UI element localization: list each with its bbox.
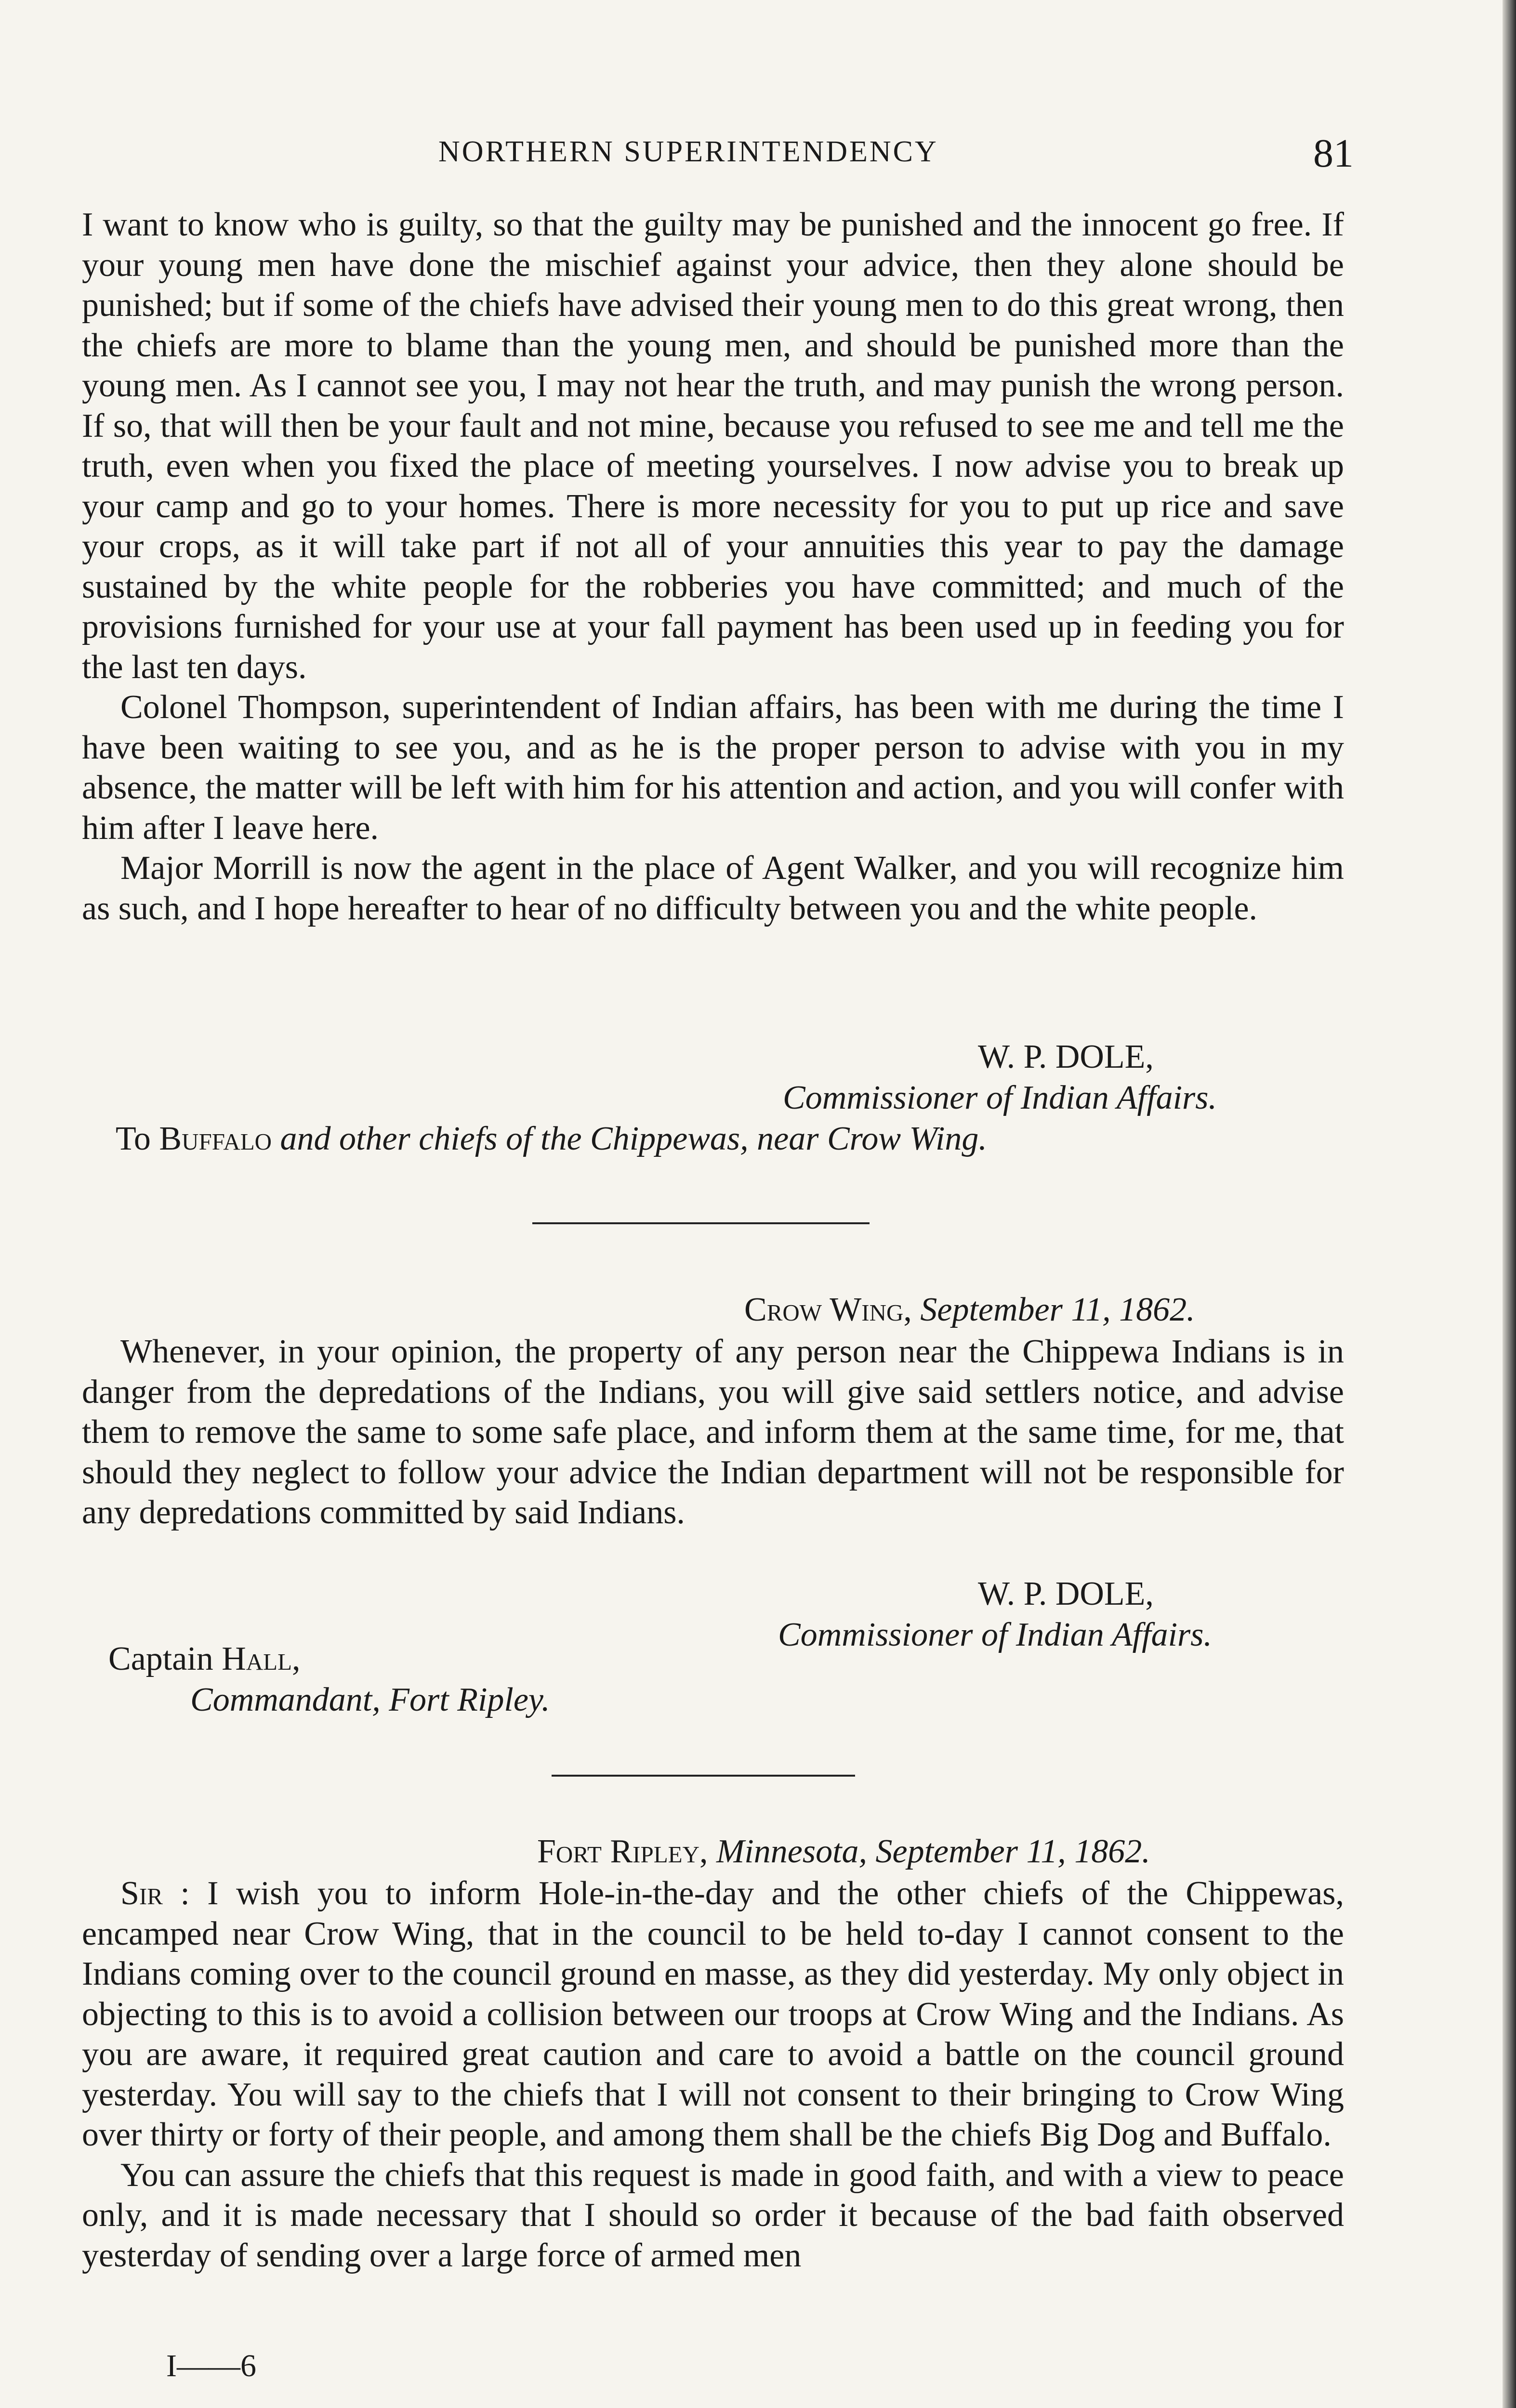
letter-3-body xyxy=(82,1873,1344,2276)
signature-mark: I——6 xyxy=(166,2348,256,2383)
dateline-place: Crow Wing, xyxy=(744,1291,912,1328)
letter-2-signature-name: W. P. DOLE, xyxy=(978,1575,1154,1612)
letter-1-signature-name: W. P. DOLE, xyxy=(978,1038,1154,1075)
page-header xyxy=(82,130,1354,183)
letter-3-dateline xyxy=(537,1832,1150,1871)
page-number: 81 xyxy=(1313,131,1354,176)
addressee-rest: and other chiefs of the Chippewas, near Crow Wing. xyxy=(280,1120,987,1157)
addressee-rank: Captain xyxy=(108,1640,213,1677)
letter-1-signature-title: Commissioner of Indian Affairs. xyxy=(783,1079,1217,1116)
section-divider-2 xyxy=(552,1775,855,1777)
section-divider-1 xyxy=(532,1222,870,1224)
letter-2-body xyxy=(82,1332,1344,1533)
letter-2-signature-title: Commissioner of Indian Affairs. xyxy=(778,1616,1213,1653)
letter-3-paragraph-1-text: I wish you to inform Hole-in-the-day and the other chiefs of the Chippewas, encamped near Crow Wing, that in the council to be held to-day I cannot consent to the Indians coming over to the council ground en masse, as they did yesterday. My only object in objecting to this is to avoid a collision between our troops at Crow Wing and the Indians. As you are aware, it required great caution and care to avoid a battle on the council ground yesterday. You will say to the chiefs that I will not consent to their bringing to Crow Wing over thirty or forty of their people, and among them shall be the chiefs Big Dog and Buffalo. xyxy=(82,1875,1344,2153)
letter-3-paragraph-2: You can assure the chiefs that this request is made in good faith, and with a view to peace only, and it is made necessary that I should so order it because of the bad faith observed yesterday of sending over a large force of armed men xyxy=(82,2156,1344,2274)
letter-1-body xyxy=(82,205,1344,929)
letter-1-paragraph-3: Major Morrill is now the agent in the place of Agent Walker, and you will recognize him as such, and I hope hereafter to hear of no difficulty between you and the white people. xyxy=(82,850,1344,927)
running-head: NORTHERN SUPERINTENDENCY xyxy=(438,135,938,168)
page-edge-shadow xyxy=(1503,0,1516,2408)
letter-2-addressee xyxy=(108,1640,301,1678)
salutation: Sir : xyxy=(120,1875,190,1912)
letter-2-paragraph: Whenever, in your opinion, the property of any person near the Chippewa Indians is in danger from the depredations of the Indians, you will give said settlers notice, and advise them to remove the same to some safe place, and inform them at the same time, for me, that should they neglect to follow your advice the Indian department will not be responsible for any depredations committed by said Indians. xyxy=(82,1333,1344,1531)
addressee-name: Buffalo xyxy=(159,1120,272,1157)
letter-3-paragraph-1 xyxy=(82,1873,1344,2155)
letter-1-addressee xyxy=(116,1120,987,1158)
dateline-date: Minnesota, September 11, 1862. xyxy=(716,1833,1150,1870)
letter-1-paragraph-1: I want to know who is guilty, so that the guilty may be punished and the innocent go free. If your young men have done the mischief against your advice, then they alone should be punished; but if some of the chiefs have advised their young men to do this great wrong, then the chiefs are more to blame than the young men, and should be punished more than the young men. As I cannot see you, I may not hear the truth, and may punish the wrong person. If so, that will then be your fault and not mine, because you refused to see me and tell me the truth, even when you fixed the place of meeting yourselves. I now advise you to break up your camp and go to your homes. There is more necessity for you to put up rice and save your crops, as it will take part if not all of your annuities this year to pay the damage sustained by the white people for the robberies you have committed; and much of the provisions furnished for your use at your fall payment has been used up in feeding you for the last ten days. xyxy=(82,206,1344,686)
addressee-name: Hall, xyxy=(222,1640,301,1677)
dateline-date: September 11, 1862. xyxy=(920,1291,1195,1328)
letter-2-addressee-title: Commandant, Fort Ripley. xyxy=(190,1681,550,1718)
addressee-lead: To xyxy=(116,1120,151,1157)
letter-2-dateline xyxy=(744,1291,1195,1329)
dateline-place: Fort Ripley, xyxy=(537,1833,708,1870)
letter-1-paragraph-2: Colonel Thompson, superintendent of Indian affairs, has been with me during the time I have been waiting to see you, and as he is the proper person to advise with you in my absence, the matter will be left with him for his attention and action, and you will confer with him after I leave here. xyxy=(82,689,1344,847)
